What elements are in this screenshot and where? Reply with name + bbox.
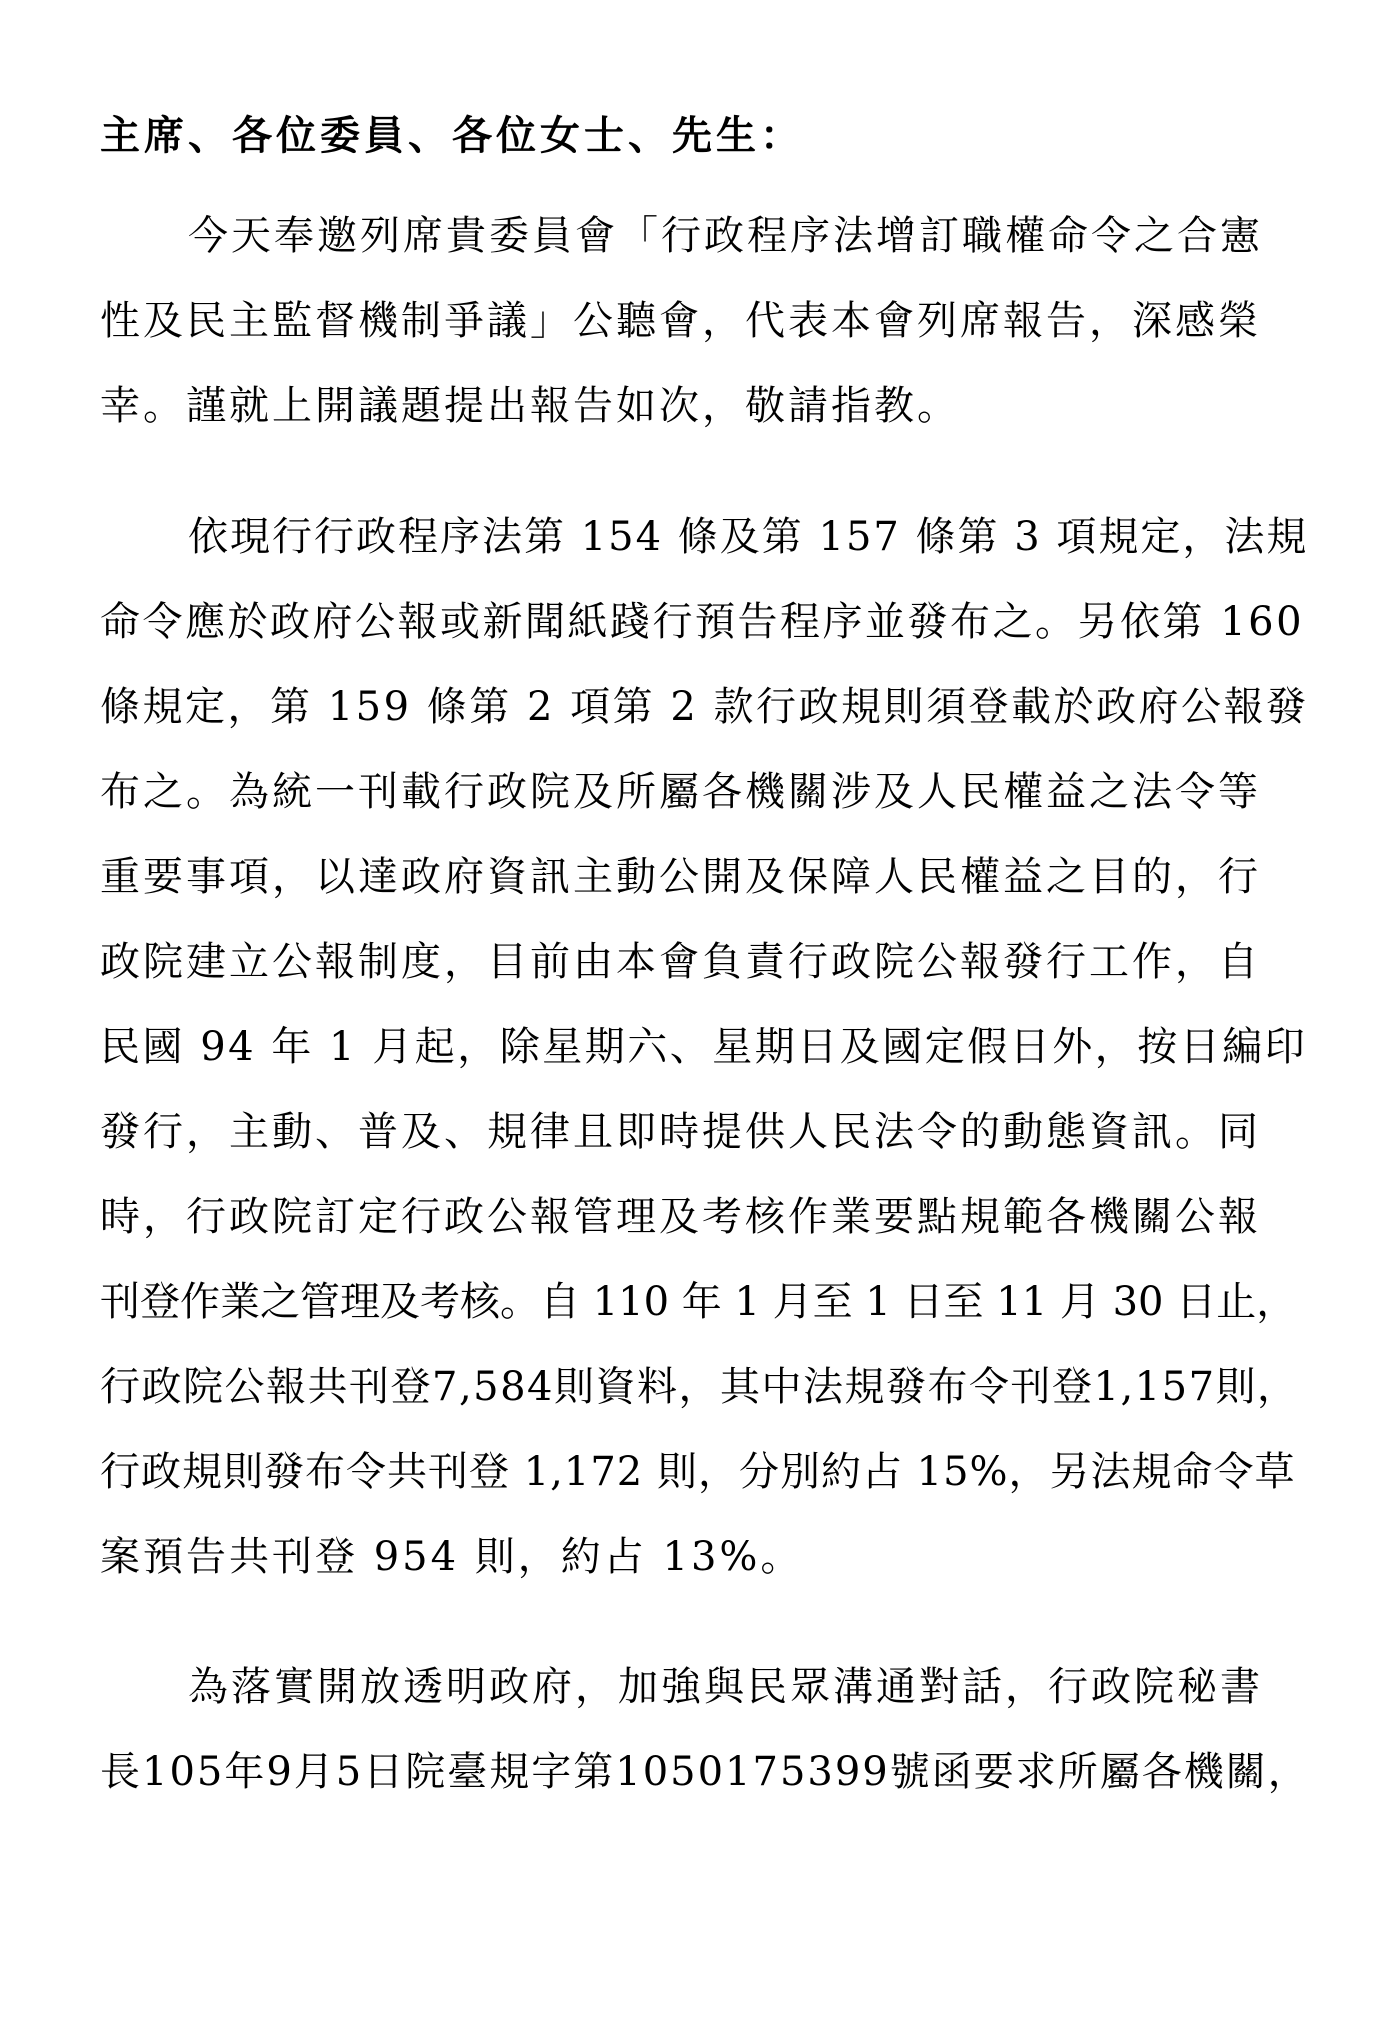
paragraph-1-line-2: 性及民主監督機制爭議」公聽會，代表本會列席報告，深感榮 (100, 298, 1261, 344)
paragraph-2-line-6: 政院建立公報制度，目前由本會負責行政院公報發行工作，自 (100, 939, 1261, 985)
paragraph-2-line-4: 布之。為統一刊載行政院及所屬各機關涉及人民權益之法令等 (100, 769, 1261, 815)
paragraph-3-line-1: 為落實開放透明政府，加強與民眾溝通對話，行政院秘書 (188, 1664, 1263, 1710)
paragraph-2-line-9: 時，行政院訂定行政公報管理及考核作業要點規範各機關公報 (100, 1194, 1261, 1240)
paragraph-2-line-10: 刊登作業之管理及考核。自 110 年 1 月至 1 日至 11 月 30 日止， (100, 1279, 1297, 1325)
salutation: 主席、各位委員、各位女士、先生： (100, 112, 804, 159)
paragraph-1-line-1: 今天奉邀列席貴委員會「行政程序法增訂職權命令之合憲 (188, 213, 1263, 259)
paragraph-2-line-5: 重要事項，以達政府資訊主動公開及保障人民權益之目的，行 (100, 854, 1261, 900)
paragraph-3-line-2: 長105年9月5日院臺規字第1050175399號函要求所屬各機關， (100, 1749, 1310, 1795)
paragraph-2-line-7: 民國 94 年 1 月起，除星期六、星期日及國定假日外，按日編印 (100, 1024, 1308, 1070)
paragraph-2-line-1: 依現行行政程序法第 154 條及第 157 條第 3 項規定，法規 (188, 514, 1309, 560)
paragraph-2-line-13: 案預告共刊登 954 則，約占 13%。 (100, 1534, 804, 1580)
paragraph-2-line-3: 條規定，第 159 條第 2 項第 2 款行政規則須登載於政府公報發 (100, 684, 1309, 730)
paragraph-1-line-3: 幸。謹就上開議題提出報告如次，敬請指教。 (100, 383, 960, 429)
paragraph-2-line-8: 發行，主動、普及、規律且即時提供人民法令的動態資訊。同 (100, 1109, 1261, 1155)
paragraph-2-line-11: 行政院公報共刊登7,584則資料，其中法規發布令刊登1,157則， (100, 1364, 1299, 1410)
paragraph-2-line-12: 行政規則發布令共刊登 1,172 則，分別約占 15%，另法規命令草 (100, 1449, 1296, 1495)
paragraph-2-line-2: 命令應於政府公報或新聞紙踐行預告程序並發布之。另依第 160 (100, 599, 1305, 645)
